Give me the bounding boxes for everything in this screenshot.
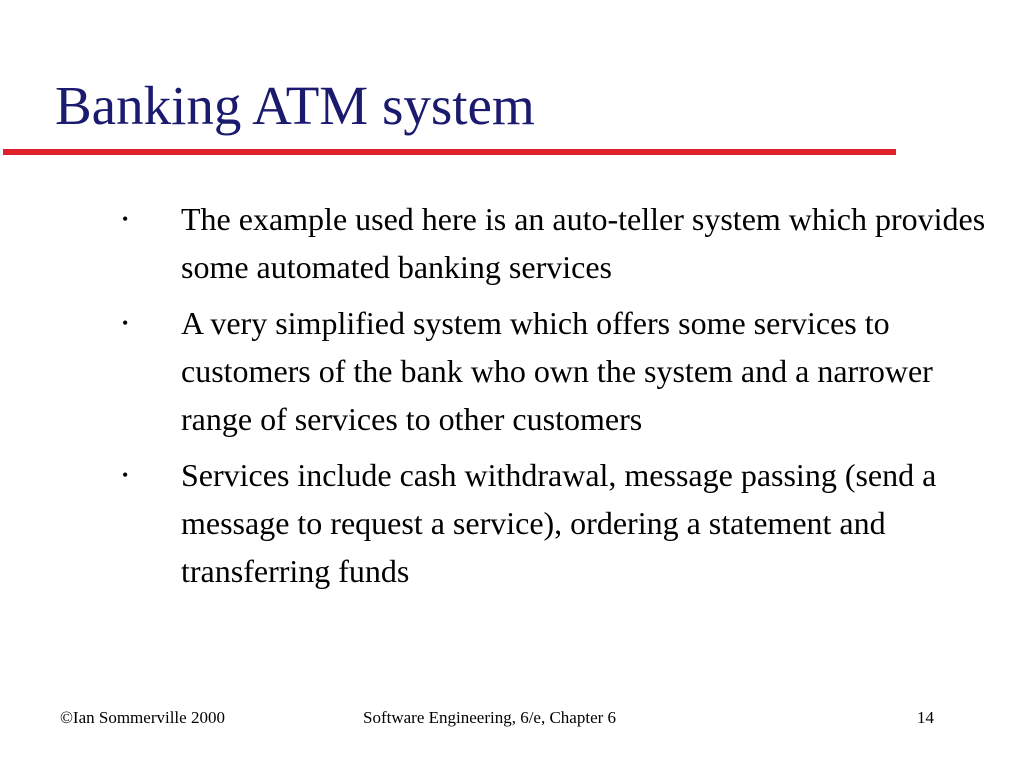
title-underline [3, 149, 896, 155]
bullet-icon: • [122, 209, 129, 229]
bullet-text: A very simplified system which offers some services to customers of the bank who own the system and a narrower range of services to other customers [181, 305, 933, 437]
bullet-item [120, 451, 1000, 595]
footer-book-title: Software Engineering, 6/e, Chapter 6 [363, 708, 617, 727]
bullet-icon: • [122, 313, 129, 333]
footer-page-number: 14 [917, 708, 934, 727]
bullet-icon: • [122, 465, 129, 485]
bullet-text: Services include cash withdrawal, message passing (send a message to request a service), ordering a statement and transferring funds [181, 457, 937, 589]
slide-title: Banking ATM system [55, 75, 535, 136]
bullet-text: The example used here is an auto-teller system which provides some automated banking services [181, 201, 986, 285]
bullet-item [120, 195, 1000, 291]
footer-copyright: ©Ian Sommerville 2000 [60, 708, 225, 727]
bullet-item [120, 299, 1000, 443]
bullet-list [120, 195, 1000, 603]
